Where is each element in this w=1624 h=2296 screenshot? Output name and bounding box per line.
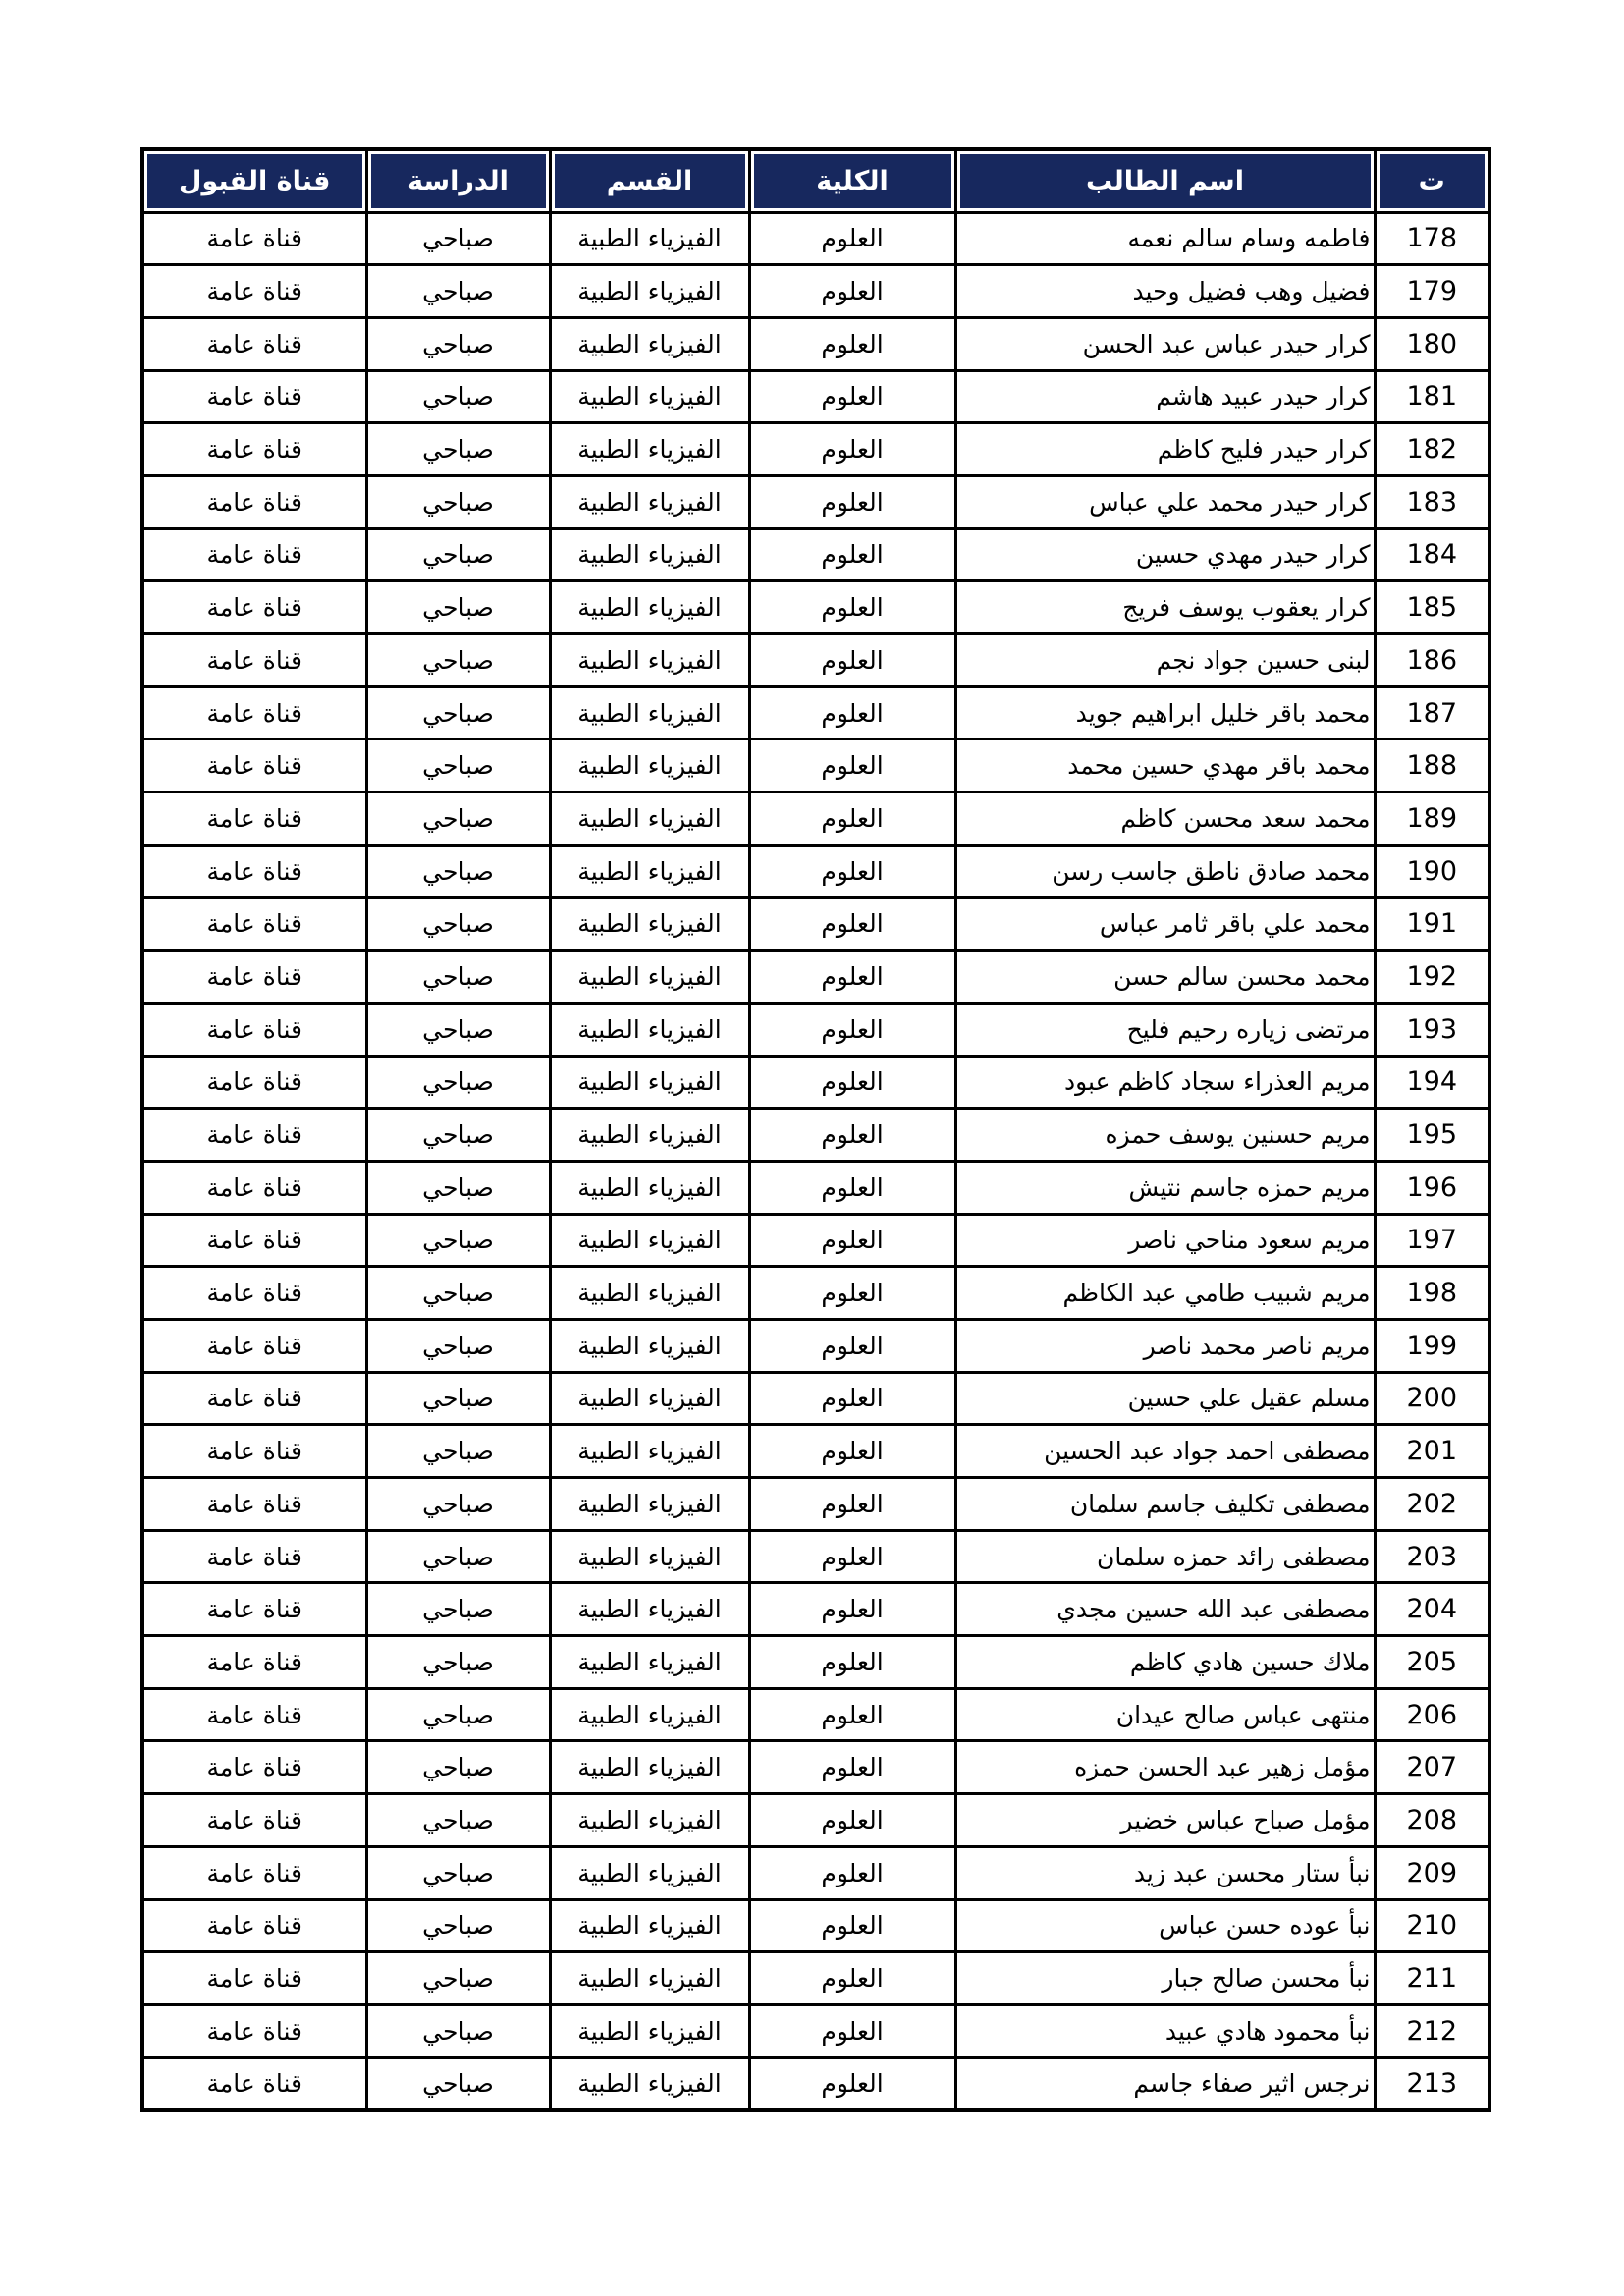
column-header-serial: ت: [1375, 149, 1489, 212]
cell-name: مريم العذراء سجاد كاظم عبود: [955, 1056, 1375, 1109]
cell-channel: قناة عامة: [142, 1003, 366, 1056]
header-row: [142, 149, 1489, 212]
cell-no: 185: [1375, 581, 1489, 634]
cell-no: 193: [1375, 1003, 1489, 1056]
cell-dept: الفيزياء الطبية: [550, 1899, 749, 1952]
cell-name: محمد علي باقر ثامر عباس: [955, 898, 1375, 951]
cell-college: العلوم: [749, 739, 955, 793]
cell-channel: قناة عامة: [142, 1952, 366, 2005]
cell-name: مسلم عقيل علي حسين: [955, 1372, 1375, 1425]
cell-name: فاطمه وسام سالم نعمه: [955, 212, 1375, 265]
cell-study: صباحي: [366, 1319, 550, 1372]
cell-dept: الفيزياء الطبية: [550, 1846, 749, 1899]
table-row: [142, 1952, 1489, 2005]
table-row: [142, 1425, 1489, 1478]
cell-dept: الفيزياء الطبية: [550, 686, 749, 739]
cell-channel: قناة عامة: [142, 1478, 366, 1531]
cell-college: العلوم: [749, 1003, 955, 1056]
cell-study: صباحي: [366, 1161, 550, 1214]
table-row: [142, 265, 1489, 318]
cell-dept: الفيزياء الطبية: [550, 212, 749, 265]
table-row: [142, 2004, 1489, 2057]
cell-name: محمد محسن سالم حسن: [955, 951, 1375, 1004]
cell-no: 206: [1375, 1688, 1489, 1741]
cell-college: العلوم: [749, 1530, 955, 1583]
cell-name: كرار حيدر عباس عبد الحسن: [955, 317, 1375, 370]
cell-no: 205: [1375, 1636, 1489, 1689]
cell-study: صباحي: [366, 1636, 550, 1689]
cell-dept: الفيزياء الطبية: [550, 1214, 749, 1267]
cell-no: 188: [1375, 739, 1489, 793]
cell-name: مريم حمزه جاسم نتيش: [955, 1161, 1375, 1214]
cell-college: العلوم: [749, 1319, 955, 1372]
cell-college: العلوم: [749, 1161, 955, 1214]
cell-college: العلوم: [749, 265, 955, 318]
cell-study: صباحي: [366, 634, 550, 687]
cell-channel: قناة عامة: [142, 1583, 366, 1636]
column-header-college: الكلية: [749, 149, 955, 212]
cell-college: العلوم: [749, 1109, 955, 1162]
cell-no: 200: [1375, 1372, 1489, 1425]
cell-dept: الفيزياء الطبية: [550, 1478, 749, 1531]
cell-channel: قناة عامة: [142, 581, 366, 634]
cell-college: العلوم: [749, 1214, 955, 1267]
cell-name: مصطفى تكليف جاسم سلمان: [955, 1478, 1375, 1531]
cell-dept: الفيزياء الطبية: [550, 528, 749, 581]
cell-study: صباحي: [366, 1530, 550, 1583]
cell-college: العلوم: [749, 686, 955, 739]
table-row: [142, 475, 1489, 528]
cell-college: العلوم: [749, 1846, 955, 1899]
cell-no: 202: [1375, 1478, 1489, 1531]
cell-channel: قناة عامة: [142, 370, 366, 423]
cell-dept: الفيزياء الطبية: [550, 1794, 749, 1847]
cell-channel: قناة عامة: [142, 1214, 366, 1267]
cell-dept: الفيزياء الطبية: [550, 475, 749, 528]
cell-dept: الفيزياء الطبية: [550, 1741, 749, 1794]
table-row: [142, 1161, 1489, 1214]
cell-study: صباحي: [366, 739, 550, 793]
cell-college: العلوم: [749, 1794, 955, 1847]
cell-college: العلوم: [749, 370, 955, 423]
cell-college: العلوم: [749, 1056, 955, 1109]
table-row: [142, 1583, 1489, 1636]
cell-name: كرار حيدر مهدي حسين: [955, 528, 1375, 581]
cell-study: صباحي: [366, 1003, 550, 1056]
cell-name: كرار حيدر عبيد هاشم: [955, 370, 1375, 423]
cell-study: صباحي: [366, 212, 550, 265]
cell-study: صباحي: [366, 1425, 550, 1478]
cell-no: 191: [1375, 898, 1489, 951]
cell-study: صباحي: [366, 2004, 550, 2057]
cell-channel: قناة عامة: [142, 1056, 366, 1109]
cell-no: 199: [1375, 1319, 1489, 1372]
cell-name: كرار حيدر محمد علي عباس: [955, 475, 1375, 528]
cell-college: العلوم: [749, 1372, 955, 1425]
cell-name: كرار حيدر فليح كاظم: [955, 423, 1375, 476]
table-row: [142, 370, 1489, 423]
cell-study: صباحي: [366, 581, 550, 634]
column-header-department: القسم: [550, 149, 749, 212]
cell-channel: قناة عامة: [142, 739, 366, 793]
cell-name: منتهى عباس صالح عيدان: [955, 1688, 1375, 1741]
cell-dept: الفيزياء الطبية: [550, 1688, 749, 1741]
cell-college: العلوم: [749, 634, 955, 687]
cell-name: مصطفى رائد حمزه سلمان: [955, 1530, 1375, 1583]
cell-college: العلوم: [749, 1267, 955, 1320]
table-row: [142, 1846, 1489, 1899]
cell-college: العلوم: [749, 212, 955, 265]
cell-channel: قناة عامة: [142, 265, 366, 318]
cell-college: العلوم: [749, 317, 955, 370]
cell-name: نبأ محمود هادي عبيد: [955, 2004, 1375, 2057]
cell-no: 204: [1375, 1583, 1489, 1636]
cell-study: صباحي: [366, 1109, 550, 1162]
cell-no: 196: [1375, 1161, 1489, 1214]
table-row: [142, 1372, 1489, 1425]
cell-study: صباحي: [366, 370, 550, 423]
cell-study: صباحي: [366, 1214, 550, 1267]
cell-channel: قناة عامة: [142, 1899, 366, 1952]
cell-study: صباحي: [366, 845, 550, 898]
table-body: [142, 212, 1489, 2110]
cell-dept: الفيزياء الطبية: [550, 845, 749, 898]
table-row: [142, 1003, 1489, 1056]
cell-dept: الفيزياء الطبية: [550, 2004, 749, 2057]
cell-no: 187: [1375, 686, 1489, 739]
cell-dept: الفيزياء الطبية: [550, 2057, 749, 2110]
table-row: [142, 212, 1489, 265]
cell-college: العلوم: [749, 2057, 955, 2110]
cell-dept: الفيزياء الطبية: [550, 1636, 749, 1689]
cell-name: نبأ ستار محسن عبد زيد: [955, 1846, 1375, 1899]
cell-channel: قناة عامة: [142, 528, 366, 581]
cell-channel: قناة عامة: [142, 1425, 366, 1478]
cell-dept: الفيزياء الطبية: [550, 1425, 749, 1478]
cell-channel: قناة عامة: [142, 1319, 366, 1372]
cell-study: صباحي: [366, 1056, 550, 1109]
cell-dept: الفيزياء الطبية: [550, 1056, 749, 1109]
cell-dept: الفيزياء الطبية: [550, 1319, 749, 1372]
cell-name: فضيل وهب فضيل وحيد: [955, 265, 1375, 318]
cell-study: صباحي: [366, 1372, 550, 1425]
table-row: [142, 1056, 1489, 1109]
table-row: [142, 1688, 1489, 1741]
cell-college: العلوم: [749, 528, 955, 581]
cell-name: ملاك حسين هادي كاظم: [955, 1636, 1375, 1689]
table-row: [142, 634, 1489, 687]
table-row: [142, 845, 1489, 898]
cell-no: 183: [1375, 475, 1489, 528]
cell-study: صباحي: [366, 793, 550, 846]
cell-channel: قناة عامة: [142, 1372, 366, 1425]
cell-dept: الفيزياء الطبية: [550, 581, 749, 634]
cell-name: مرتضى زياره رحيم فليح: [955, 1003, 1375, 1056]
column-header-study-type: الدراسة: [366, 149, 550, 212]
cell-no: 203: [1375, 1530, 1489, 1583]
cell-channel: قناة عامة: [142, 2057, 366, 2110]
cell-no: 181: [1375, 370, 1489, 423]
cell-name: مؤمل صباح عباس خضير: [955, 1794, 1375, 1847]
cell-college: العلوم: [749, 1478, 955, 1531]
cell-channel: قناة عامة: [142, 793, 366, 846]
table-row: [142, 1109, 1489, 1162]
cell-study: صباحي: [366, 317, 550, 370]
cell-no: 201: [1375, 1425, 1489, 1478]
cell-college: العلوم: [749, 898, 955, 951]
cell-channel: قناة عامة: [142, 423, 366, 476]
cell-channel: قناة عامة: [142, 898, 366, 951]
cell-dept: الفيزياء الطبية: [550, 1372, 749, 1425]
cell-college: العلوم: [749, 475, 955, 528]
cell-study: صباحي: [366, 1952, 550, 2005]
cell-no: 194: [1375, 1056, 1489, 1109]
cell-name: مريم شبيب طامي عبد الكاظم: [955, 1267, 1375, 1320]
cell-dept: الفيزياء الطبية: [550, 370, 749, 423]
cell-name: محمد باقر خليل ابراهيم جويد: [955, 686, 1375, 739]
cell-college: العلوم: [749, 423, 955, 476]
cell-dept: الفيزياء الطبية: [550, 1267, 749, 1320]
cell-college: العلوم: [749, 1425, 955, 1478]
cell-study: صباحي: [366, 1741, 550, 1794]
table-row: [142, 528, 1489, 581]
cell-name: نبأ عوده حسن عباس: [955, 1899, 1375, 1952]
cell-name: مصطفى عبد الله حسين مجدي: [955, 1583, 1375, 1636]
cell-dept: الفيزياء الطبية: [550, 898, 749, 951]
cell-no: 178: [1375, 212, 1489, 265]
cell-study: صباحي: [366, 1478, 550, 1531]
cell-name: محمد سعد محسن كاظم: [955, 793, 1375, 846]
cell-channel: قناة عامة: [142, 1741, 366, 1794]
cell-channel: قناة عامة: [142, 1636, 366, 1689]
cell-no: 186: [1375, 634, 1489, 687]
cell-name: لبنى حسين جواد نجم: [955, 634, 1375, 687]
cell-channel: قناة عامة: [142, 212, 366, 265]
cell-dept: الفيزياء الطبية: [550, 1109, 749, 1162]
table-row: [142, 423, 1489, 476]
cell-channel: قناة عامة: [142, 1688, 366, 1741]
cell-college: العلوم: [749, 793, 955, 846]
cell-channel: قناة عامة: [142, 317, 366, 370]
cell-study: صباحي: [366, 1846, 550, 1899]
cell-channel: قناة عامة: [142, 686, 366, 739]
cell-no: 189: [1375, 793, 1489, 846]
cell-study: صباحي: [366, 1688, 550, 1741]
cell-college: العلوم: [749, 2004, 955, 2057]
cell-no: 197: [1375, 1214, 1489, 1267]
cell-study: صباحي: [366, 1794, 550, 1847]
cell-no: 211: [1375, 1952, 1489, 2005]
table-row: [142, 686, 1489, 739]
cell-dept: الفيزياء الطبية: [550, 423, 749, 476]
cell-no: 180: [1375, 317, 1489, 370]
cell-name: مصطفى احمد جواد عبد الحسين: [955, 1425, 1375, 1478]
cell-name: نبأ محسن صالح جبار: [955, 1952, 1375, 2005]
students-table: [140, 147, 1491, 2112]
table-row: [142, 1741, 1489, 1794]
cell-channel: قناة عامة: [142, 1846, 366, 1899]
cell-study: صباحي: [366, 1583, 550, 1636]
cell-no: 179: [1375, 265, 1489, 318]
table-row: [142, 739, 1489, 793]
cell-channel: قناة عامة: [142, 1794, 366, 1847]
cell-channel: قناة عامة: [142, 2004, 366, 2057]
table-row: [142, 2057, 1489, 2110]
cell-college: العلوم: [749, 845, 955, 898]
table-row: [142, 1478, 1489, 1531]
cell-name: مريم ناصر محمد ناصر: [955, 1319, 1375, 1372]
cell-dept: الفيزياء الطبية: [550, 317, 749, 370]
cell-channel: قناة عامة: [142, 1109, 366, 1162]
cell-study: صباحي: [366, 265, 550, 318]
cell-study: صباحي: [366, 898, 550, 951]
cell-channel: قناة عامة: [142, 1530, 366, 1583]
cell-no: 198: [1375, 1267, 1489, 1320]
table-row: [142, 1636, 1489, 1689]
column-header-admission-channel: قناة القبول: [142, 149, 366, 212]
table-row: [142, 317, 1489, 370]
cell-dept: الفيزياء الطبية: [550, 1161, 749, 1214]
cell-no: 209: [1375, 1846, 1489, 1899]
cell-college: العلوم: [749, 1952, 955, 2005]
cell-college: العلوم: [749, 1636, 955, 1689]
cell-channel: قناة عامة: [142, 634, 366, 687]
cell-no: 195: [1375, 1109, 1489, 1162]
cell-college: العلوم: [749, 951, 955, 1004]
cell-no: 208: [1375, 1794, 1489, 1847]
cell-no: 184: [1375, 528, 1489, 581]
table-row: [142, 1267, 1489, 1320]
cell-name: محمد باقر مهدي حسين محمد: [955, 739, 1375, 793]
cell-study: صباحي: [366, 1899, 550, 1952]
table-row: [142, 1319, 1489, 1372]
cell-name: مريم سعود مناحي ناصر: [955, 1214, 1375, 1267]
cell-dept: الفيزياء الطبية: [550, 1583, 749, 1636]
cell-study: صباحي: [366, 686, 550, 739]
table-row: [142, 1214, 1489, 1267]
cell-name: مريم حسنين يوسف حمزه: [955, 1109, 1375, 1162]
cell-dept: الفيزياء الطبية: [550, 739, 749, 793]
table-row: [142, 793, 1489, 846]
cell-college: العلوم: [749, 581, 955, 634]
cell-study: صباحي: [366, 2057, 550, 2110]
cell-dept: الفيزياء الطبية: [550, 793, 749, 846]
cell-no: 190: [1375, 845, 1489, 898]
cell-channel: قناة عامة: [142, 1267, 366, 1320]
cell-no: 210: [1375, 1899, 1489, 1952]
cell-name: محمد صادق ناطق جاسب رسن: [955, 845, 1375, 898]
cell-no: 212: [1375, 2004, 1489, 2057]
cell-name: مؤمل زهير عبد الحسن حمزه: [955, 1741, 1375, 1794]
cell-name: كرار يعقوب يوسف فريج: [955, 581, 1375, 634]
cell-dept: الفيزياء الطبية: [550, 951, 749, 1004]
table-row: [142, 1530, 1489, 1583]
cell-no: 207: [1375, 1741, 1489, 1794]
cell-dept: الفيزياء الطبية: [550, 634, 749, 687]
cell-no: 192: [1375, 951, 1489, 1004]
column-header-student-name: اسم الطالب: [955, 149, 1375, 212]
cell-study: صباحي: [366, 423, 550, 476]
cell-name: نرجس اثير صفاء جاسم: [955, 2057, 1375, 2110]
cell-college: العلوم: [749, 1688, 955, 1741]
cell-channel: قناة عامة: [142, 951, 366, 1004]
cell-dept: الفيزياء الطبية: [550, 1003, 749, 1056]
cell-study: صباحي: [366, 1267, 550, 1320]
cell-channel: قناة عامة: [142, 845, 366, 898]
cell-channel: قناة عامة: [142, 1161, 366, 1214]
cell-no: 213: [1375, 2057, 1489, 2110]
cell-channel: قناة عامة: [142, 475, 366, 528]
cell-college: العلوم: [749, 1899, 955, 1952]
cell-college: العلوم: [749, 1741, 955, 1794]
cell-dept: الفيزياء الطبية: [550, 265, 749, 318]
cell-no: 182: [1375, 423, 1489, 476]
table-row: [142, 581, 1489, 634]
table-row: [142, 898, 1489, 951]
cell-college: العلوم: [749, 1583, 955, 1636]
table-row: [142, 1899, 1489, 1952]
cell-dept: الفيزياء الطبية: [550, 1530, 749, 1583]
cell-study: صباحي: [366, 528, 550, 581]
cell-dept: الفيزياء الطبية: [550, 1952, 749, 2005]
cell-study: صباحي: [366, 475, 550, 528]
table-row: [142, 951, 1489, 1004]
cell-study: صباحي: [366, 951, 550, 1004]
table-row: [142, 1794, 1489, 1847]
